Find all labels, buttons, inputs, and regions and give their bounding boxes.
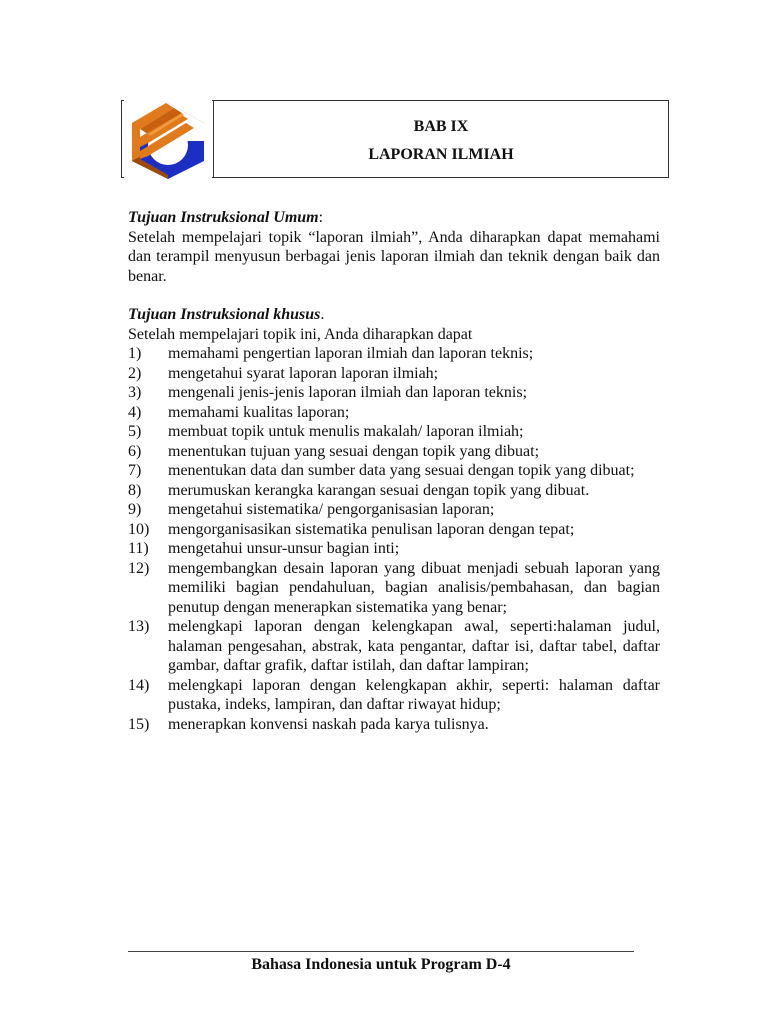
list-item: [128, 715, 660, 735]
list-item: [128, 364, 660, 384]
objective-list: [128, 344, 660, 734]
chapter-title: LAPORAN ILMIAH: [368, 146, 514, 163]
item-number: 6): [128, 442, 142, 460]
heading-punct: :: [318, 209, 324, 226]
document-body: [128, 208, 660, 734]
list-item: [128, 442, 660, 462]
item-text: mengetahui unsur-unsur bagian inti;: [168, 540, 400, 557]
item-number: 8): [128, 481, 142, 499]
heading-text: Tujuan Instruksional khusus: [128, 306, 321, 323]
list-item: [128, 344, 660, 364]
heading-text: Tujuan Instruksional Umum: [128, 209, 319, 226]
item-number: 1): [128, 345, 142, 362]
item-number: 9): [128, 501, 142, 518]
list-item: [128, 383, 660, 403]
footer-divider: [128, 951, 634, 952]
logo-icon: [124, 99, 212, 181]
item-text: melengkapi laporan dengan kelengkapan awal, seperti:halaman judul, halaman pengesahan, abstrak, kata pengantar, daftar isi, daftar tabel, daftar gambar, daftar grafik, daftar istilah, dan daftar lampiran;: [168, 618, 660, 674]
chapter-number: BAB IX: [413, 118, 469, 135]
general-objective-heading: [128, 208, 660, 228]
specific-objective-intro: Setelah mempelajari topik ini, Anda diharapkan dapat: [128, 325, 473, 343]
item-number: 7): [128, 462, 142, 479]
item-text: menerapkan konvensi naskah pada karya tulisnya.: [168, 715, 489, 733]
list-item: [128, 481, 660, 501]
chapter-header-box: [121, 100, 669, 178]
item-number: 11): [128, 540, 149, 557]
item-text: mengetahui syarat laporan laporan ilmiah;: [168, 364, 439, 382]
item-number: 2): [128, 364, 142, 382]
item-number: 3): [128, 384, 142, 401]
item-number: 12): [128, 559, 150, 577]
item-text: menentukan tujuan yang sesuai dengan topik yang dibuat;: [168, 442, 540, 460]
list-item: [128, 617, 660, 676]
logo: [124, 99, 212, 181]
item-text: membuat topik untuk menulis makalah/ laporan ilmiah;: [168, 423, 524, 440]
list-item: [128, 461, 660, 481]
list-item: [128, 403, 660, 423]
item-number: 13): [128, 618, 150, 635]
footer-text: Bahasa Indonesia untuk Program D-4: [251, 956, 511, 973]
item-text: menentukan data dan sumber data yang sesuai dengan topik yang dibuat;: [168, 462, 635, 479]
list-item: [128, 559, 660, 618]
list-item: [128, 539, 660, 559]
item-text: mengorganisasikan sistematika penulisan laporan dengan tepat;: [168, 520, 575, 538]
specific-objective-heading: [128, 305, 660, 325]
item-number: 15): [128, 715, 150, 733]
heading-punct: .: [320, 306, 325, 323]
list-item: [128, 500, 660, 520]
item-number: 14): [128, 676, 150, 694]
item-text: mengembangkan desain laporan yang dibuat menjadi sebuah laporan yang memiliki bagian pendahuluan, bagian analisis/pembahasan, dan bagian penutup dengan menerapkan sistematika yang benar;: [168, 559, 660, 616]
list-item: [128, 676, 660, 715]
list-item: [128, 422, 660, 442]
item-text: merumuskan kerangka karangan sesuai dengan topik yang dibuat.: [168, 481, 590, 499]
item-number: 10): [128, 520, 150, 538]
list-item: [128, 520, 660, 540]
item-number: 4): [128, 403, 142, 421]
item-text: memahami pengertian laporan ilmiah dan laporan teknis;: [168, 345, 534, 362]
item-text: melengkapi laporan dengan kelengkapan akhir, seperti: halaman daftar pustaka, indeks, lampiran, dan daftar riwayat hidup;: [168, 676, 660, 713]
item-text: mengenali jenis-jenis laporan ilmiah dan laporan teknis;: [168, 384, 528, 401]
item-number: 5): [128, 423, 142, 440]
item-text: mengetahui sistematika/ pengorganisasian laporan;: [168, 501, 495, 518]
item-text: memahami kualitas laporan;: [168, 403, 350, 421]
general-objective-text: Setelah mempelajari topik “laporan ilmiah”, Anda diharapkan dapat memahami dan terampil menyusun berbagai jenis laporan ilmiah dan teknik dengan baik dan benar.: [128, 228, 660, 285]
